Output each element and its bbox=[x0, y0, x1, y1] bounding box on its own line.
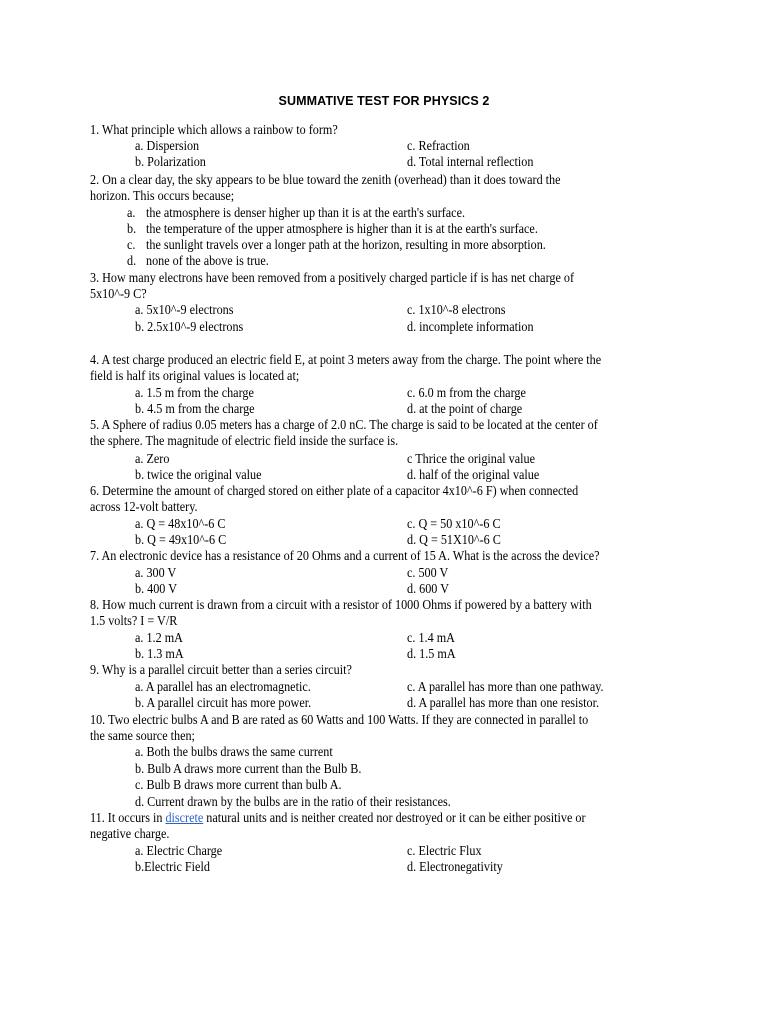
question-3-option-d: d. incomplete information bbox=[407, 319, 534, 334]
question-8-option-c: c. 1.4 mA bbox=[407, 630, 455, 645]
question-2-option-a: the atmosphere is denser higher up than it is at the earth's surface. bbox=[146, 205, 466, 220]
question-4-option-c: c. 6.0 m from the charge bbox=[407, 385, 526, 400]
question-2-letter-c: c. bbox=[127, 237, 136, 252]
question-2-letter-a: a. bbox=[127, 205, 136, 220]
question-5-option-a: a. Zero bbox=[135, 451, 170, 466]
question-7-option-a: a. 300 V bbox=[135, 565, 177, 580]
question-6-option-a: a. Q = 48x10^-6 C bbox=[135, 516, 226, 531]
question-11-stem-cont: negative charge. bbox=[90, 826, 170, 841]
question-3-stem: 3. How many electrons have been removed from a positively charged particle if is has net charge of bbox=[90, 270, 575, 285]
question-8-option-d: d. 1.5 mA bbox=[407, 646, 456, 661]
question-9-option-b: b. A parallel circuit has more power. bbox=[135, 695, 312, 710]
question-10-option-a: a. Both the bulbs draws the same current bbox=[135, 744, 333, 759]
question-11-option-d: d. Electronegativity bbox=[407, 859, 503, 874]
question-2-letter-d: d. bbox=[127, 253, 137, 268]
question-11-stem-pre: 11. It occurs in bbox=[90, 810, 166, 825]
question-10-option-d: d. Current drawn by the bulbs are in the ratio of their resistances. bbox=[135, 794, 451, 809]
question-5-stem-cont: the sphere. The magnitude of electric field inside the surface is. bbox=[90, 433, 399, 448]
question-2-option-b: the temperature of the upper atmosphere is higher than it is at the earth's surface. bbox=[146, 221, 538, 236]
question-5-stem: 5. A Sphere of radius 0.05 meters has a charge of 2.0 nC. The charge is said to be located at the center of bbox=[90, 417, 598, 432]
question-9-option-a: a. A parallel has an electromagnetic. bbox=[135, 679, 311, 694]
question-3-option-b: b. 2.5x10^-9 electrons bbox=[135, 319, 244, 334]
question-2-stem: 2. On a clear day, the sky appears to be blue toward the zenith (overhead) than it does toward the bbox=[90, 172, 561, 187]
question-3-option-c: c. 1x10^-8 electrons bbox=[407, 302, 506, 317]
question-2-stem-cont: horizon. This occurs because; bbox=[90, 188, 235, 203]
question-7-stem: 7. An electronic device has a resistance of 20 Ohms and a current of 15 A. What is the across the device? bbox=[90, 548, 600, 563]
question-6-stem-cont: across 12-volt battery. bbox=[90, 499, 198, 514]
question-4-stem: 4. A test charge produced an electric field E, at point 3 meters away from the charge. The point where the bbox=[90, 352, 602, 367]
question-4-stem-cont: field is half its original values is located at; bbox=[90, 368, 300, 383]
question-2-letter-b: b. bbox=[127, 221, 137, 236]
question-10-option-b: b. Bulb A draws more current than the Bulb B. bbox=[135, 761, 362, 776]
question-1-option-a: a. Dispersion bbox=[135, 138, 200, 153]
question-6-option-d: d. Q = 51X10^-6 C bbox=[407, 532, 501, 547]
page-title: SUMMATIVE TEST FOR PHYSICS 2 bbox=[278, 94, 490, 108]
question-7-option-d: d. 600 V bbox=[407, 581, 449, 596]
question-4-option-b: b. 4.5 m from the charge bbox=[135, 401, 255, 416]
question-8-option-a: a. 1.2 mA bbox=[135, 630, 183, 645]
question-10-stem: 10. Two electric bulbs A and B are rated as 60 Watts and 100 Watts. If they are connected in parallel to bbox=[90, 712, 589, 727]
question-1-option-b: b. Polarization bbox=[135, 154, 206, 169]
question-6-option-b: b. Q = 49x10^-6 C bbox=[135, 532, 227, 547]
question-1-stem: 1. What principle which allows a rainbow to form? bbox=[90, 122, 338, 137]
question-11-stem bbox=[90, 810, 586, 826]
question-3-option-a: a. 5x10^-9 electrons bbox=[135, 302, 234, 317]
question-2-option-d: none of the above is true. bbox=[146, 253, 269, 268]
question-11-option-a: a. Electric Charge bbox=[135, 843, 223, 858]
question-5-option-d: d. half of the original value bbox=[407, 467, 540, 482]
question-4-option-d: d. at the point of charge bbox=[407, 401, 523, 416]
question-6-stem: 6. Determine the amount of charged stored on either plate of a capacitor 4x10^-6 F) when connected bbox=[90, 483, 579, 498]
question-10-stem-cont: the same source then; bbox=[90, 728, 195, 743]
question-6-option-c: c. Q = 50 x10^-6 C bbox=[407, 516, 501, 531]
question-9-stem: 9. Why is a parallel circuit better than a series circuit? bbox=[90, 662, 352, 677]
question-1-option-c: c. Refraction bbox=[407, 138, 470, 153]
question-4-option-a: a. 1.5 m from the charge bbox=[135, 385, 254, 400]
question-7-option-b: b. 400 V bbox=[135, 581, 177, 596]
question-11-stem-post: natural units and is neither created nor destroyed or it can be either positive or bbox=[203, 810, 586, 825]
question-8-stem: 8. How much current is drawn from a circuit with a resistor of 1000 Ohms if powered by a battery with bbox=[90, 597, 592, 612]
question-5-option-b: b. twice the original value bbox=[135, 467, 262, 482]
question-8-stem-cont: 1.5 volts? I = V/R bbox=[90, 613, 178, 628]
question-9-option-c: c. A parallel has more than one pathway. bbox=[407, 679, 604, 694]
question-7-option-c: c. 500 V bbox=[407, 565, 449, 580]
question-3-stem-cont: 5x10^-9 C? bbox=[90, 286, 147, 301]
question-5-option-c: c Thrice the original value bbox=[407, 451, 535, 466]
discrete-link[interactable]: discrete bbox=[165, 810, 204, 825]
question-1-option-d: d. Total internal reflection bbox=[407, 154, 534, 169]
question-9-option-d: d. A parallel has more than one resistor. bbox=[407, 695, 599, 710]
question-2-option-c: the sunlight travels over a longer path at the horizon, resulting in more absorption. bbox=[146, 237, 546, 252]
question-10-option-c: c. Bulb B draws more current than bulb A. bbox=[135, 777, 342, 792]
question-8-option-b: b. 1.3 mA bbox=[135, 646, 184, 661]
question-11-option-b: b.Electric Field bbox=[135, 859, 210, 874]
question-11-option-c: c. Electric Flux bbox=[407, 843, 482, 858]
